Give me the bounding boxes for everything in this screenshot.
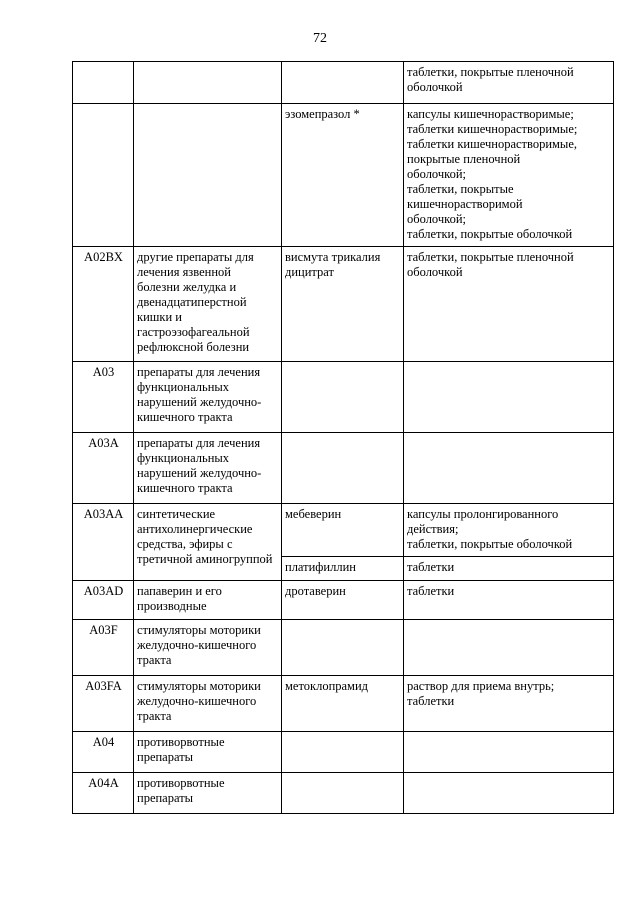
atc-code-cell: A03 — [73, 362, 134, 433]
table-row — [73, 104, 614, 247]
drug-name-cell: дротаверин — [282, 581, 404, 620]
atc-code-cell — [73, 104, 134, 247]
drug-name-cell: висмута трикалия дицитрат — [282, 247, 404, 362]
table-row — [73, 433, 614, 504]
drug-name-cell — [282, 773, 404, 814]
table-row — [73, 676, 614, 732]
group-cell: препараты для лечения функциональных нарушений желудочно- кишечного тракта — [134, 433, 282, 504]
group-cell: синтетические антихолинергические средства, эфиры с третичной аминогруппой — [134, 504, 282, 581]
table-row — [73, 504, 614, 557]
drug-name-cell — [282, 620, 404, 676]
table-row — [73, 247, 614, 362]
drug-name-cell: мебеверин — [282, 504, 404, 557]
table-row — [73, 620, 614, 676]
atc-code-cell: A03F — [73, 620, 134, 676]
drug-name-cell: метоклопрамид — [282, 676, 404, 732]
group-cell: стимуляторы моторики желудочно-кишечного тракта — [134, 676, 282, 732]
group-cell: противорвотные препараты — [134, 773, 282, 814]
atc-code-cell: A02BX — [73, 247, 134, 362]
dosage-form-cell — [404, 773, 614, 814]
dosage-form-cell: капсулы кишечнорастворимые; таблетки кишечнорастворимые; таблетки кишечнорастворимые, покрытые пленочной оболочкой; таблетки, покрытые кишечнорастворимой оболочкой; таблетки, покрытые оболочкой — [404, 104, 614, 247]
atc-code-cell: A04A — [73, 773, 134, 814]
group-cell: противорвотные препараты — [134, 732, 282, 773]
group-cell — [134, 104, 282, 247]
drug-name-cell: эзомепразол * — [282, 104, 404, 247]
atc-code-cell: A03AD — [73, 581, 134, 620]
group-cell: другие препараты для лечения язвенной болезни желудка и двенадцатиперстной кишки и гастроэзофагеальной рефлюксной болезни — [134, 247, 282, 362]
drug-name-cell — [282, 362, 404, 433]
dosage-form-cell: таблетки, покрытые пленочной оболочкой — [404, 247, 614, 362]
dosage-form-cell — [404, 620, 614, 676]
dosage-form-cell: таблетки — [404, 581, 614, 620]
group-cell: препараты для лечения функциональных нарушений желудочно- кишечного тракта — [134, 362, 282, 433]
atc-code-cell — [73, 62, 134, 104]
table-row — [73, 62, 614, 104]
drug-name-cell — [282, 732, 404, 773]
drug-table — [72, 61, 614, 814]
drug-name-cell — [282, 62, 404, 104]
table-row — [73, 773, 614, 814]
group-cell: стимуляторы моторики желудочно-кишечного тракта — [134, 620, 282, 676]
group-cell: папаверин и его производные — [134, 581, 282, 620]
dosage-form-cell — [404, 433, 614, 504]
atc-code-cell: A03A — [73, 433, 134, 504]
atc-code-cell: A03AA — [73, 504, 134, 581]
dosage-form-cell — [404, 362, 614, 433]
dosage-form-cell: таблетки — [404, 557, 614, 581]
dosage-form-cell: таблетки, покрытые пленочной оболочкой — [404, 62, 614, 104]
atc-code-cell: A03FA — [73, 676, 134, 732]
drug-name-cell — [282, 433, 404, 504]
table-row — [73, 581, 614, 620]
group-cell — [134, 62, 282, 104]
page-number: 72 — [313, 31, 327, 46]
drug-name-cell: платифиллин — [282, 557, 404, 581]
dosage-form-cell: раствор для приема внутрь; таблетки — [404, 676, 614, 732]
dosage-form-cell: капсулы пролонгированного действия; таблетки, покрытые оболочкой — [404, 504, 614, 557]
table-row — [73, 362, 614, 433]
dosage-form-cell — [404, 732, 614, 773]
table-row — [73, 732, 614, 773]
atc-code-cell: A04 — [73, 732, 134, 773]
